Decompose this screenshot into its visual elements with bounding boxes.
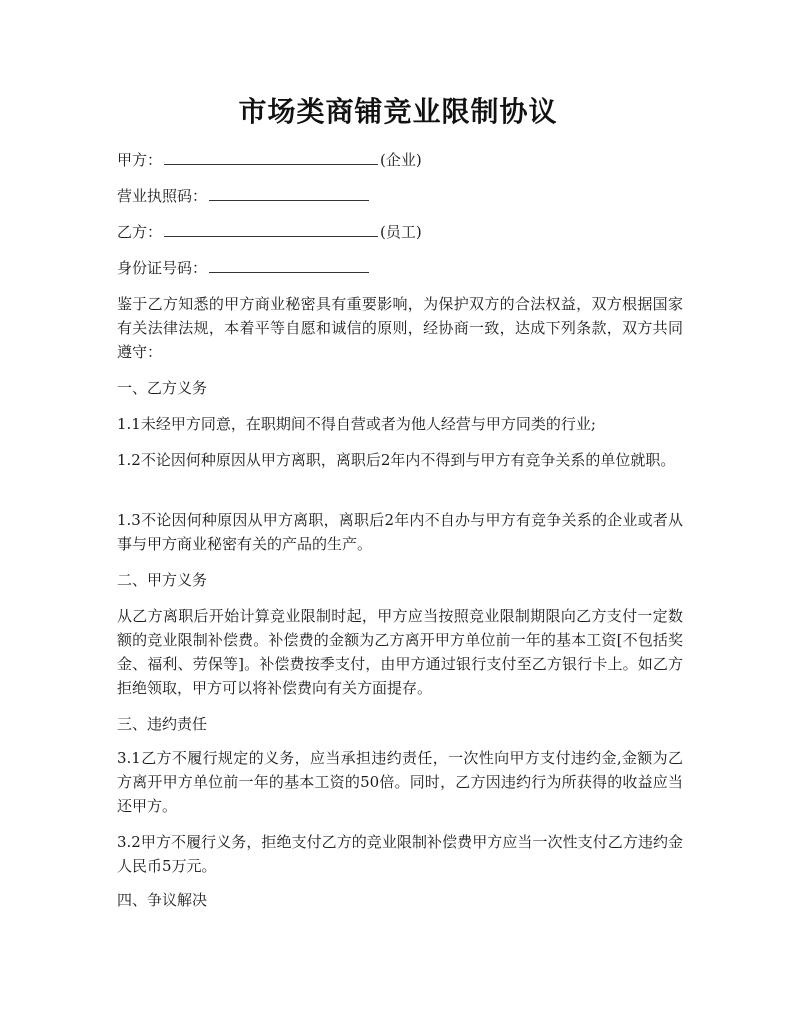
id-blank: [209, 258, 369, 273]
license-label: 营业执照码：: [117, 187, 208, 205]
clause-3-1: 3.1乙方不履行规定的义务，应当承担违约责任，一次性向甲方支付违约金,金额为乙方离开甲方单位前一年的基本工资的50倍。同时，乙方因违约行为所获得的收益应当还甲方。: [117, 749, 683, 815]
license-field: [117, 184, 687, 208]
clause-3-2: 3.2甲方不履行义务，拒绝支付乙方的竞业限制补偿费甲方应当一次性支付乙方违约金人民币5万元。: [117, 833, 683, 875]
party-b-blank: [164, 222, 378, 237]
id-label: 身份证号码：: [117, 259, 208, 277]
section-4-heading: 四、争议解决: [117, 891, 208, 909]
id-field: [117, 256, 687, 280]
document-title: 市场类商铺竞业限制协议: [238, 95, 558, 128]
section-3-heading: 三、违约责任: [117, 715, 208, 733]
party-b-label: 乙方：: [117, 223, 163, 241]
section-1-heading: 一、乙方义务: [117, 379, 208, 397]
party-b-field: [117, 220, 687, 244]
clause-1-2: 1.2不论因何种原因从甲方离职，离职后2年内不得到与甲方有竞争关系的单位就职。: [117, 451, 676, 469]
party-a-suffix: (企业): [380, 151, 422, 169]
party-a-blank: [164, 150, 378, 165]
clause-1-3: 1.3不论因何种原因从甲方离职，离职后2年内不自办与甲方有竞争关系的企业或者从事与甲方商业秘密有关的产品的生产。: [117, 511, 683, 553]
preamble-paragraph: 鉴于乙方知悉的甲方商业秘密具有重要影响，为保护双方的合法权益，双方根据国家有关法律法规，本着平等自愿和诚信的原则，经协商一致，达成下列条款，双方共同遵守：: [117, 295, 683, 361]
clause-1-1: 1.1未经甲方同意，在职期间不得自营或者为他人经营与甲方同类的行业;: [117, 415, 596, 433]
clause-2-body: 从乙方离职后开始计算竞业限制时起，甲方应当按照竞业限制期限向乙方支付一定数额的竞业限制补偿费。补偿费的金额为乙方离开甲方单位前一年的基本工资[不包括奖金、福利、劳保等]。补偿费按季支付，由甲方通过银行支付至乙方银行卡上。如乙方拒绝领取，甲方可以将补偿费向有关方面提存。: [117, 607, 683, 697]
section-2-heading: 二、甲方义务: [117, 571, 208, 589]
party-a-label: 甲方：: [117, 151, 163, 169]
party-a-field: [117, 148, 687, 172]
party-b-suffix: (员工): [380, 223, 422, 241]
license-blank: [209, 186, 369, 201]
